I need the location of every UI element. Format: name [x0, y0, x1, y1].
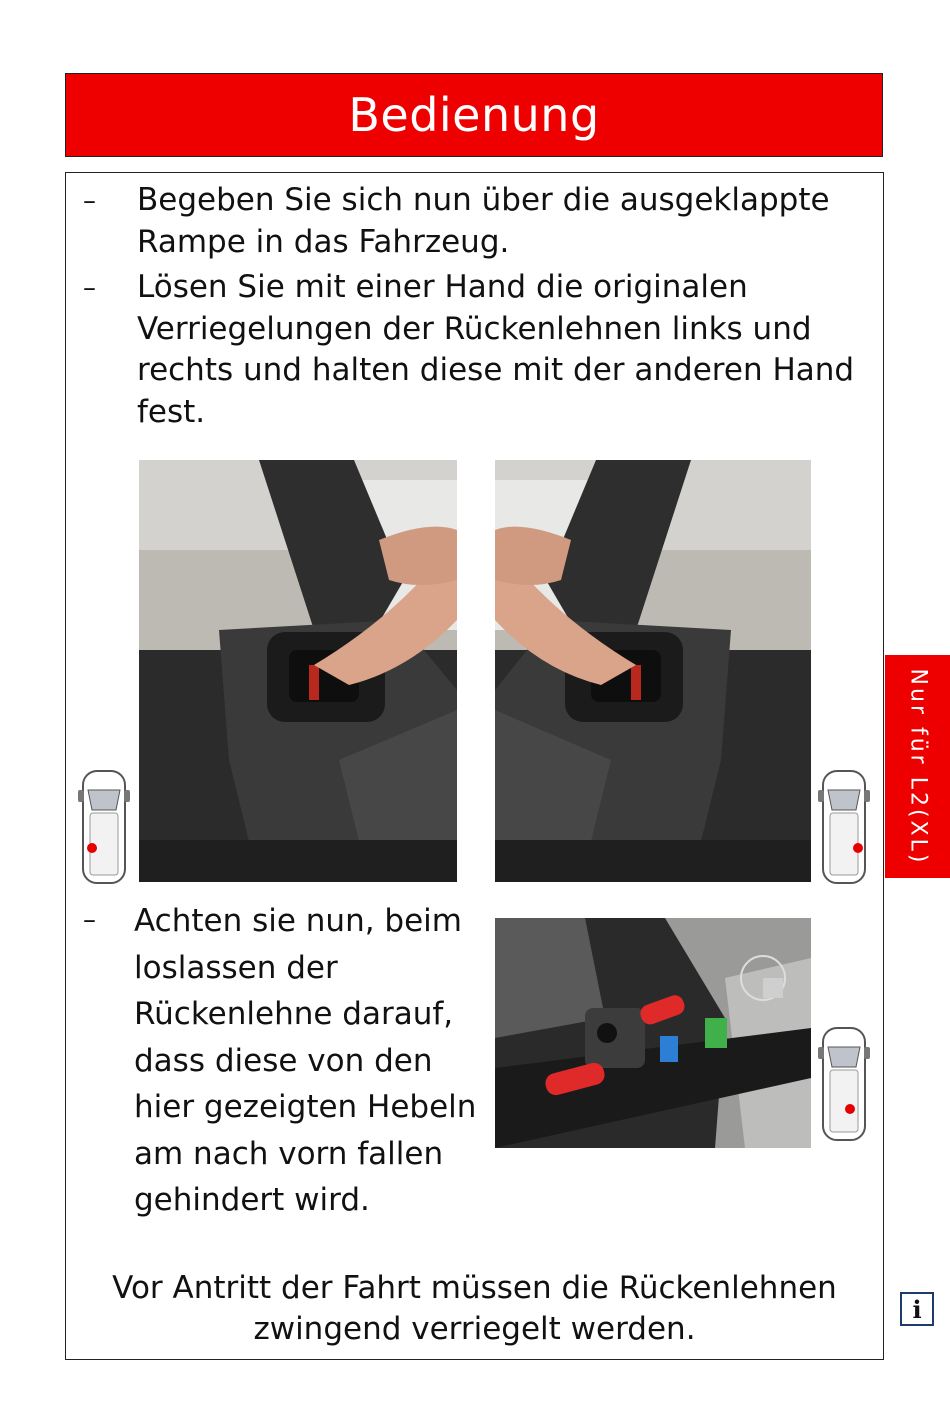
seat-marker-icon — [845, 1104, 855, 1114]
photo-release-left — [139, 460, 457, 882]
van-seat-position-icon — [78, 768, 130, 886]
variant-tab — [885, 655, 950, 878]
step-2-line: Verriegelungen der Rückenlehnen links und — [137, 310, 812, 347]
van-seat-position-icon — [818, 1025, 870, 1143]
safety-note-line: zwingend verriegelt werden. — [253, 1311, 696, 1347]
step-2-line: Lösen Sie mit einer Hand die originalen — [137, 269, 748, 305]
page-header — [65, 73, 883, 157]
step-3-line: dass diese von den — [134, 1042, 433, 1079]
bullet-dash: – — [83, 905, 96, 935]
info-icon-glyph: i — [912, 1294, 922, 1324]
step-3 — [134, 898, 476, 1224]
photo-levers — [495, 918, 811, 1148]
step-3-line: Achten sie nun, beim — [134, 903, 462, 939]
step-1 — [137, 180, 830, 263]
seat-marker-icon — [853, 843, 863, 853]
seat-marker-icon — [87, 843, 97, 853]
step-2-line: rechts und halten diese mit der anderen Hand — [137, 352, 855, 388]
safety-note-line: Vor Antritt der Fahrt müssen die Rückenlehnen — [112, 1270, 837, 1306]
photo-release-right — [495, 460, 811, 882]
bullet-dash: – — [83, 186, 96, 216]
page-title: Bedienung — [348, 88, 600, 142]
bullet-dash: – — [83, 273, 96, 303]
step-3-line: Rückenlehne darauf, — [134, 996, 454, 1032]
step-1-line: Begeben Sie sich nun über die ausgeklappte — [137, 182, 830, 218]
van-seat-position-icon — [818, 768, 870, 886]
step-2 — [137, 267, 854, 433]
step-3-line: am nach vorn fallen — [134, 1135, 444, 1172]
safety-note — [66, 1268, 883, 1350]
step-3-line: gehindert wird. — [134, 1182, 370, 1218]
step-1-line: Rampe in das Fahrzeug. — [137, 223, 510, 260]
info-icon — [900, 1292, 934, 1326]
step-3-line: loslassen der — [134, 949, 338, 986]
step-3-line: hier gezeigten Hebeln — [134, 1089, 477, 1125]
variant-tab-label: Nur für L2(XL) — [905, 668, 930, 865]
step-2-line: fest. — [137, 393, 206, 430]
